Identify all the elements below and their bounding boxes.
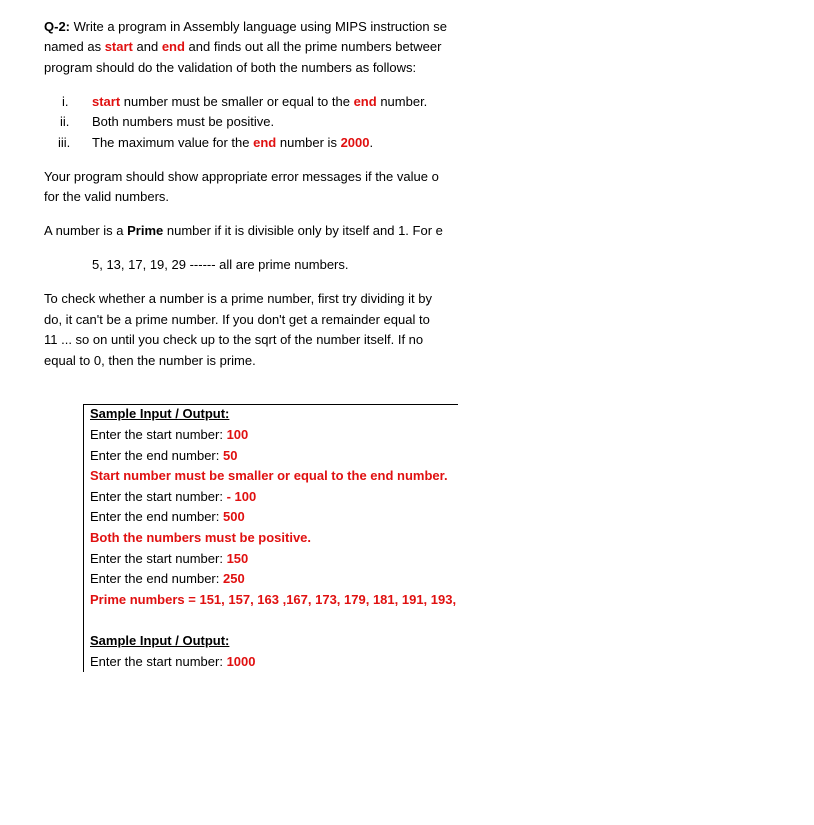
error-message: Start number must be smaller or equal to the end number. bbox=[90, 468, 448, 483]
prime-definition bbox=[44, 223, 443, 239]
sample-row bbox=[90, 571, 245, 587]
text-segment: number. bbox=[376, 94, 428, 109]
check-paragraph-line: 11 ... so on until you check up to the sqrt of the number itself. If no bbox=[44, 332, 424, 347]
text-segment: number is bbox=[276, 135, 341, 150]
prompt-label: Enter the end number: bbox=[90, 571, 223, 586]
error-message: Both the numbers must be positive. bbox=[90, 530, 312, 545]
sample-row bbox=[90, 551, 248, 567]
prompt-label: Enter the start number: bbox=[90, 489, 227, 504]
input-value: 250 bbox=[222, 571, 245, 586]
rule-item bbox=[92, 94, 427, 110]
text-segment: The maximum value for the bbox=[92, 135, 254, 150]
input-value: 1000 bbox=[226, 654, 256, 669]
rule-number: i. bbox=[62, 94, 69, 109]
sample-row bbox=[90, 448, 237, 464]
check-paragraph-line: equal to 0, then the number is prime. bbox=[44, 353, 256, 368]
input-value: 500 bbox=[222, 509, 245, 524]
rule-number: iii. bbox=[58, 135, 71, 150]
keyword-start: start bbox=[104, 39, 133, 54]
keyword-2000: 2000 bbox=[340, 135, 370, 150]
keyword-start: start bbox=[92, 94, 121, 109]
sample-row bbox=[90, 489, 256, 505]
check-paragraph-line: do, it can't be a prime number. If you don't get a remainder equal to bbox=[44, 312, 430, 327]
rule-number: ii. bbox=[60, 114, 70, 129]
question-line-2 bbox=[44, 39, 441, 55]
text-segment: and bbox=[132, 39, 162, 54]
prompt-label: Enter the start number: bbox=[90, 551, 227, 566]
question-line-3: program should do the validation of both the numbers as follows: bbox=[44, 60, 417, 75]
text-segment: number if it is divisible only by itself and 1. For e bbox=[163, 223, 443, 238]
sample-heading: Sample Input / Output: bbox=[90, 633, 230, 648]
input-value: 150 bbox=[226, 551, 249, 566]
prompt-label: Enter the start number: bbox=[90, 654, 227, 669]
text-segment: number must be smaller or equal to the bbox=[120, 94, 354, 109]
text-segment: named as bbox=[44, 39, 105, 54]
rule-item bbox=[92, 135, 373, 151]
keyword-end: end bbox=[161, 39, 185, 54]
sample-io-box bbox=[83, 404, 458, 672]
keyword-prime: Prime bbox=[127, 223, 164, 238]
prime-output: Prime numbers = 151, 157, 163 ,167, 173, 179, 181, 191, 193, bbox=[90, 592, 457, 607]
rule-item: Both numbers must be positive. bbox=[92, 114, 275, 129]
errors-paragraph-line-2: for the valid numbers. bbox=[44, 189, 170, 204]
sample-row bbox=[90, 509, 245, 525]
keyword-end: end bbox=[253, 135, 277, 150]
prime-example: 5, 13, 17, 19, 29 ------ all are prime numbers. bbox=[92, 257, 349, 272]
keyword-end: end bbox=[353, 94, 377, 109]
input-value: 100 bbox=[226, 427, 249, 442]
sample-row bbox=[90, 427, 248, 443]
input-value: - 100 bbox=[226, 489, 257, 504]
prompt-label: Enter the end number: bbox=[90, 448, 223, 463]
question-label: Q-2: bbox=[44, 19, 70, 34]
prompt-label: Enter the start number: bbox=[90, 427, 227, 442]
sample-heading: Sample Input / Output: bbox=[90, 406, 230, 421]
errors-paragraph-line-1: Your program should show appropriate error messages if the value o bbox=[44, 169, 439, 184]
prompt-label: Enter the end number: bbox=[90, 509, 223, 524]
question-text: Write a program in Assembly language using MIPS instruction se bbox=[70, 19, 447, 34]
text-segment: . bbox=[369, 135, 374, 150]
check-paragraph-line: To check whether a number is a prime number, first try dividing it by bbox=[44, 291, 432, 306]
text-segment: A number is a bbox=[44, 223, 128, 238]
input-value: 50 bbox=[222, 448, 238, 463]
sample-row bbox=[90, 654, 256, 670]
text-segment: and finds out all the prime numbers betweer bbox=[184, 39, 442, 54]
question-line-1 bbox=[44, 19, 447, 35]
